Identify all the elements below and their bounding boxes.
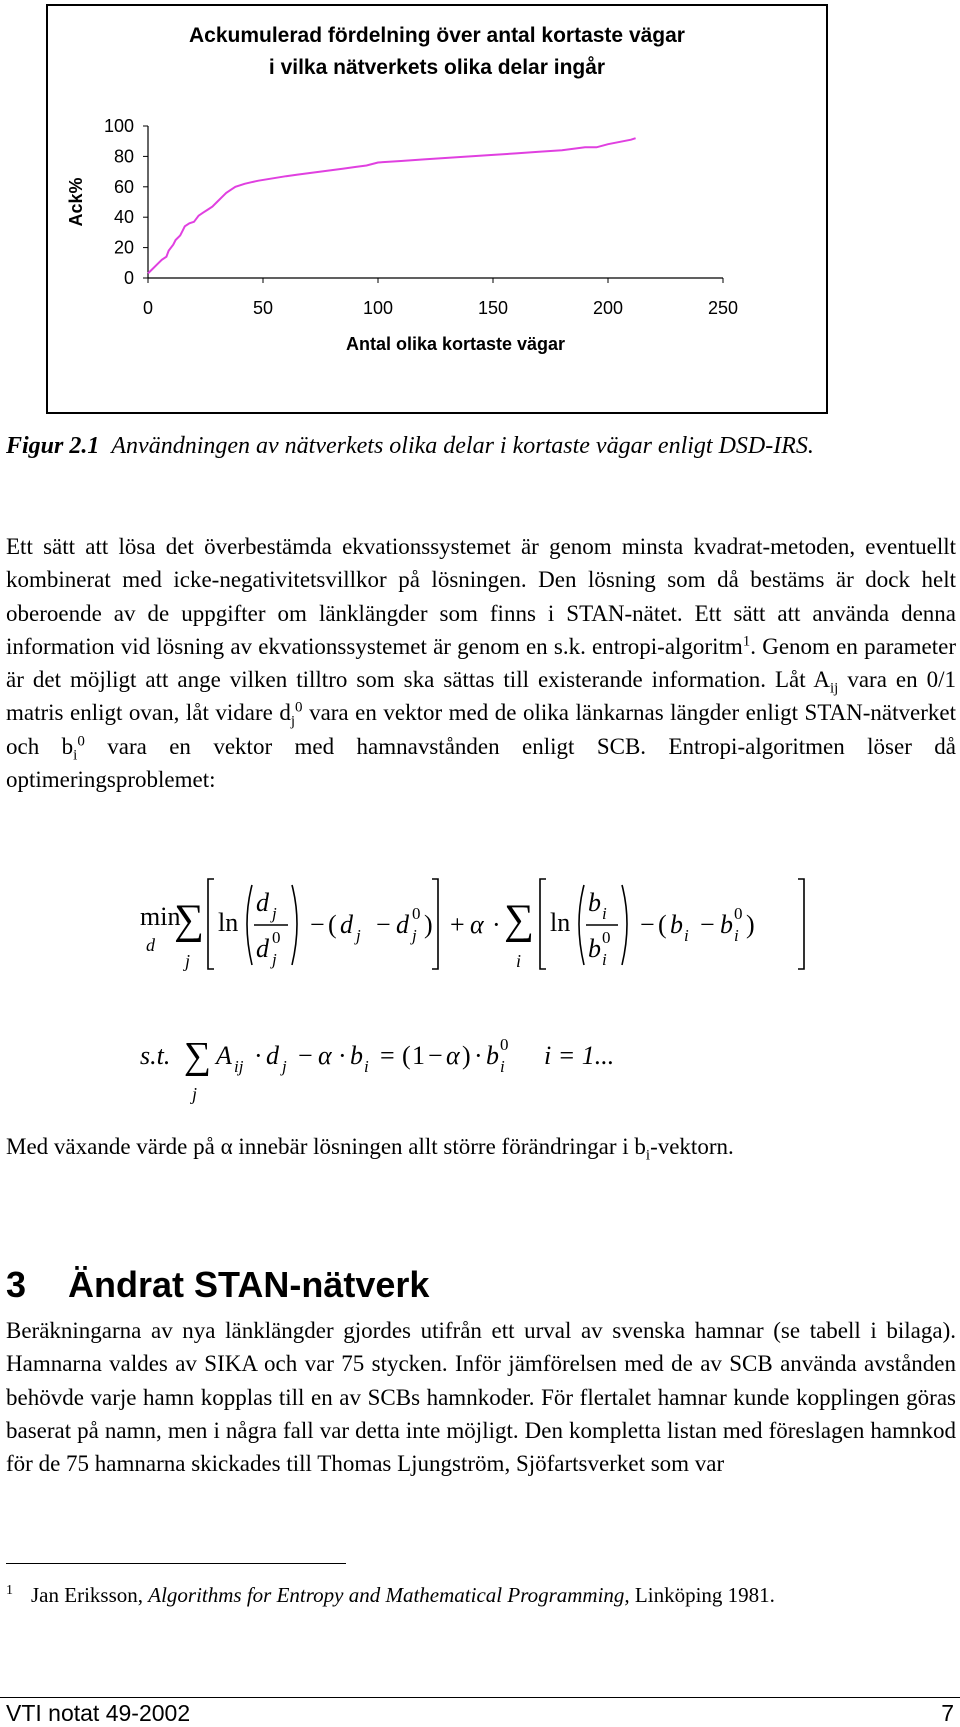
footnote-author: Jan Eriksson, bbox=[31, 1583, 149, 1607]
f1-rpar-1: ) bbox=[424, 910, 433, 939]
p1-text-5: vara en vektor med hamnavstånden enligt SCB. Entropi-algoritmen löser då optimeringsproblemet: bbox=[6, 733, 956, 793]
f1-frac2-num-i: i bbox=[602, 904, 607, 923]
f1-minus-3: − bbox=[640, 910, 655, 939]
p1-text-1: Ett sätt att lösa det överbestämda ekvationssystemet är genom minsta kvadrat-metoden, eventuellt kombinerat med icke-negativitetsvillkor på lösningen. Den lösning som då bestäms är dock helt oberoende av de uppgifter om länklängder som finns i STAN-nätet. Ett sätt att använda denna information vid lösning av ekvationssystemet är genom en s.k. entropi-algoritm bbox=[6, 534, 956, 659]
p1-sub-ij: ij bbox=[830, 680, 839, 697]
f2-b: b bbox=[350, 1041, 363, 1070]
f1-frac-num-j: j bbox=[272, 904, 277, 923]
f1-frac2-den-0: 0 bbox=[602, 928, 611, 947]
f1-frac-num-d: d bbox=[256, 888, 269, 917]
f2-minus-1: − bbox=[298, 1041, 313, 1070]
y-tick-label: 0 bbox=[123, 268, 134, 288]
chart-title-line2: i vilka nätverkets olika delar ingår bbox=[268, 56, 606, 79]
alpha-text-1: Med växande värde på bbox=[6, 1134, 221, 1159]
x-tick-label: 100 bbox=[362, 298, 394, 318]
f1-frac-den-0: 0 bbox=[272, 928, 281, 947]
f1-b0-sup: 0 bbox=[734, 904, 743, 923]
y-tick-label: 100 bbox=[103, 116, 134, 136]
footer-page-number: 7 bbox=[941, 1700, 954, 1726]
f2-st: s.t. bbox=[140, 1041, 171, 1070]
f1-sigma-j: ∑ bbox=[174, 897, 204, 943]
footnote-rest: Linköping 1981. bbox=[629, 1583, 775, 1607]
y-tick-label: 60 bbox=[113, 176, 134, 197]
f2-dot-3: · bbox=[474, 1041, 483, 1070]
f2-sigma: ∑ bbox=[184, 1035, 212, 1077]
f2-d: d bbox=[266, 1041, 279, 1070]
f1-b0-sub: i bbox=[734, 926, 739, 945]
f1-ln-2: ln bbox=[550, 908, 571, 937]
f1-frac2-den-i: i bbox=[602, 950, 607, 969]
p1-text-3: vara en 0/1 matris enligt ovan, låt vidare d bbox=[6, 667, 956, 726]
body-paragraph-1 bbox=[6, 530, 956, 796]
constraint-formula bbox=[140, 1030, 660, 1120]
footnote-mark: 1 bbox=[6, 1583, 13, 1598]
f1-d0-sub: j bbox=[412, 926, 417, 945]
section-heading bbox=[6, 1264, 429, 1306]
p1-sub-j: j bbox=[290, 714, 296, 731]
f1-d0-sup: 0 bbox=[412, 904, 421, 923]
footnote-reference: 1 bbox=[742, 633, 751, 650]
x-axis-label: Antal olika kortaste vägar bbox=[345, 334, 566, 354]
figure-caption bbox=[6, 430, 954, 463]
f1-plus: + bbox=[450, 910, 465, 939]
alpha-text-2: innebär lösningen allt större förändringar i b bbox=[232, 1134, 646, 1159]
x-tick-label: 50 bbox=[252, 298, 274, 318]
f1-frac-den-d: d bbox=[256, 934, 269, 963]
f2-sigma-sub: j bbox=[192, 1084, 198, 1104]
f2-rpar: ) bbox=[462, 1041, 471, 1070]
objective-formula bbox=[140, 875, 820, 985]
section-title: Ändrat STAN-nätverk bbox=[68, 1264, 430, 1305]
caption-text: Användningen av nätverkets olika delar i kortaste vägar enligt DSD-IRS. bbox=[111, 433, 814, 459]
p1-text-4: vara en vektor med de olika länkarnas längder enligt STAN-nätverket och b bbox=[6, 700, 956, 759]
f2-alpha-1: α bbox=[318, 1041, 332, 1070]
f2-b0: b bbox=[486, 1041, 499, 1070]
f1-minus-4: − bbox=[700, 910, 715, 939]
chart-container bbox=[46, 4, 828, 414]
f2-lpar: ( bbox=[402, 1041, 411, 1070]
f1-b0: b bbox=[720, 910, 733, 939]
f2-eq: = bbox=[380, 1041, 395, 1070]
f1-sigma-j-sub: j bbox=[185, 951, 191, 971]
f1-d0: d bbox=[396, 910, 409, 939]
footnote bbox=[6, 1583, 775, 1608]
footer-separator bbox=[0, 1697, 960, 1698]
f1-d-1-sub: j bbox=[356, 926, 361, 945]
y-tick-label: 20 bbox=[113, 237, 134, 258]
f2-dot-1: · bbox=[254, 1041, 263, 1070]
footnote-separator bbox=[6, 1563, 346, 1564]
f1-frac2-num-b: b bbox=[588, 888, 601, 917]
f2-A-sub: ij bbox=[234, 1057, 244, 1076]
f1-minus-1: − bbox=[310, 910, 325, 939]
f2-range: i = 1... bbox=[544, 1041, 615, 1070]
f1-b-1: b bbox=[670, 910, 683, 939]
f2-A: A bbox=[216, 1041, 232, 1070]
x-tick-label: 150 bbox=[477, 298, 509, 318]
f1-sigma-i: ∑ bbox=[504, 897, 534, 943]
f2-d-sub: j bbox=[282, 1057, 287, 1076]
f1-d-1: d bbox=[340, 910, 353, 939]
x-tick-label: 200 bbox=[592, 298, 624, 318]
p1-sub-i: i bbox=[73, 747, 78, 764]
f2-b0-sub: i bbox=[500, 1057, 505, 1076]
x-tick-label: 0 bbox=[142, 298, 154, 318]
f1-lpar-1: ( bbox=[328, 910, 337, 939]
footer-report-id: VTI notat 49-2002 bbox=[6, 1700, 191, 1726]
f1-frac2-den-b: b bbox=[588, 934, 601, 963]
series-line bbox=[148, 138, 636, 273]
f1-rpar-2: ) bbox=[746, 910, 755, 939]
f1-lpar-2: ( bbox=[658, 910, 667, 939]
p1-sup-0b: 0 bbox=[77, 733, 85, 750]
f2-alpha-2: α bbox=[446, 1041, 460, 1070]
body-paragraph-2: Beräkningarna av nya länklängder gjordes utifrån ett urval av svenska hamnar (se tabell i bilaga). Hamnarna valdes av SIKA och var 75 stycken. Inför jämförelsen med de av SCB använda avstånden behövde varje hamn kopplas till en av SCBs hamnkoder. För flertalet hamnar kunde kopplingen göras baserat på namn, men i några fall var detta inte möjligt. Den kompletta listan med föreslagen hamnkod för de 75 hamnarna skickades till Thomas Ljungström, Sjöfartsverket som var bbox=[6, 1318, 956, 1477]
f1-b-1-sub: i bbox=[684, 926, 689, 945]
y-axis-label: Ack% bbox=[66, 177, 86, 227]
caption-number: Figur 2.1 bbox=[6, 433, 100, 459]
chart-title-line1: Ackumulerad fördelning över antal kortaste vägar bbox=[189, 24, 685, 47]
x-tick-label: 250 bbox=[707, 298, 739, 318]
alpha-sentence bbox=[6, 1130, 734, 1163]
f1-frac-den-j: j bbox=[272, 950, 277, 969]
section-number: 3 bbox=[6, 1264, 27, 1305]
f1-min: min bbox=[140, 902, 181, 931]
y-tick-label: 80 bbox=[113, 146, 134, 167]
p1-text-2: . Genom en parameter är det möjligt att ange vilken tilltro som ska sättas till existerande information. Låt A bbox=[6, 633, 956, 693]
f1-dot: · bbox=[492, 910, 501, 939]
f1-min-sub: d bbox=[146, 935, 155, 955]
f1-ln-1: ln bbox=[218, 908, 239, 937]
chart-plot bbox=[48, 6, 826, 412]
f1-sigma-i-sub: i bbox=[516, 951, 522, 971]
f2-b-sub: i bbox=[364, 1057, 369, 1076]
f1-alpha: α bbox=[470, 910, 484, 939]
y-tick-label: 40 bbox=[113, 207, 134, 228]
alpha-text-3: -vektorn. bbox=[650, 1134, 734, 1159]
f2-b0-sup: 0 bbox=[500, 1035, 509, 1054]
alpha-sub-i: i bbox=[645, 1147, 651, 1164]
f2-minus-2: − bbox=[428, 1041, 443, 1070]
f2-one: 1 bbox=[412, 1041, 425, 1070]
p1-sup-0a: 0 bbox=[295, 699, 303, 716]
f1-minus-2: − bbox=[376, 910, 391, 939]
alpha-symbol: α bbox=[220, 1134, 233, 1159]
footnote-title: Algorithms for Entropy and Mathematical Programming, bbox=[148, 1583, 630, 1607]
f2-dot-2: · bbox=[338, 1041, 347, 1070]
